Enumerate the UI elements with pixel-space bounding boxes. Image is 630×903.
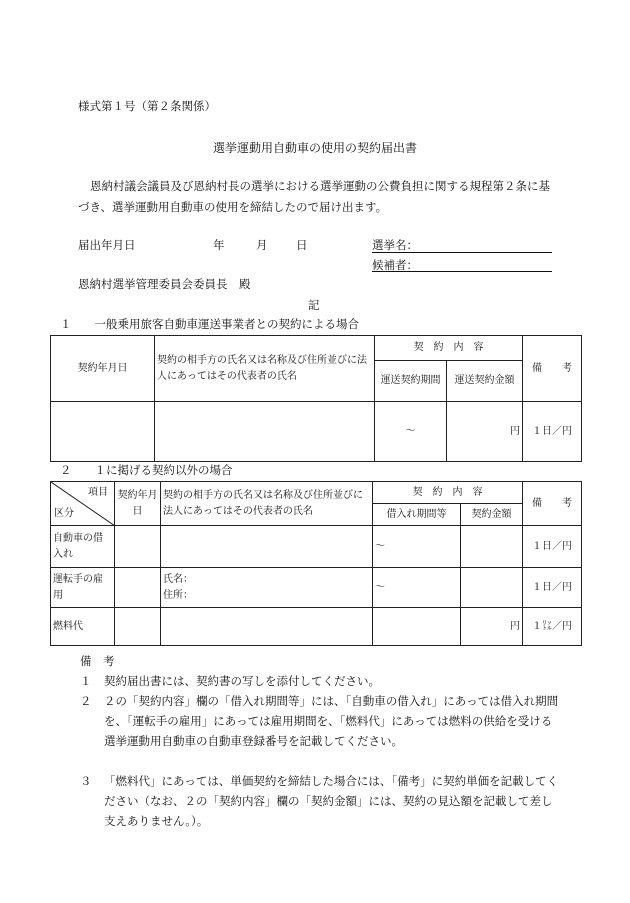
s2-row1-tilde: ～: [375, 540, 385, 552]
s2-row2-remarks[interactable]: [523, 568, 582, 608]
s2-row3-per-liter: １㍑／円: [532, 620, 572, 632]
s2-row1-category: 自動車の借入れ: [51, 526, 115, 568]
s2-header-item: 項目: [88, 487, 108, 498]
s1-period-tilde: ～: [405, 425, 416, 437]
year-label: 年: [213, 238, 225, 252]
intro-paragraph: 恩納村議会議員及び恩納村長の選挙における選挙運動の公費負担に関する規程第２条に基づき、選挙運動用自動車の使用を締結したので届け出ます。: [78, 179, 550, 214]
ki-marker: 記: [308, 298, 320, 312]
s1-header-contract-date: 契約年月日: [51, 336, 155, 402]
election-name-label: 選挙名：: [372, 238, 418, 252]
s1-header-contract-content: 契 約 内 容: [375, 336, 523, 361]
s1-cell-period[interactable]: [375, 402, 447, 462]
s1-header-amount: 運送契約金額: [447, 361, 523, 402]
s2-header-diagonal-cell: [51, 482, 115, 526]
section1-table: [50, 335, 582, 462]
form-label: 様式第１号（第２条関係）: [78, 99, 216, 113]
note-3: [80, 771, 560, 831]
s2-row2-period[interactable]: [373, 568, 461, 608]
s1-amount-yen: 円: [510, 425, 520, 437]
s2-row3-period[interactable]: [373, 608, 461, 646]
document-title: 選挙運動用自動車の使用の契約届出書: [212, 141, 417, 155]
s2-row1-amount[interactable]: [461, 526, 523, 568]
candidate-label: 候補者：: [372, 258, 418, 272]
date-label: 届出年月日: [78, 238, 136, 252]
s2-row2-category: 運転手の雇用: [51, 568, 115, 608]
s2-header-period: 借入れ期間等: [373, 504, 461, 526]
s2-row1-period[interactable]: [373, 526, 461, 568]
note-1: [80, 671, 560, 691]
candidate-line[interactable]: [372, 271, 552, 272]
s2-row3-party[interactable]: [161, 608, 373, 646]
s2-header-contract-content: 契 約 内 容: [373, 482, 523, 504]
s2-row1-contract-date[interactable]: [115, 526, 161, 568]
day-label: 日: [296, 238, 308, 252]
s2-row2-contract-date[interactable]: [115, 568, 161, 608]
s1-cell-contract-date[interactable]: [51, 402, 155, 462]
section2-heading: ２ １に掲げる契約以外の場合: [60, 463, 233, 477]
section2-table: [50, 481, 582, 646]
month-label: 月: [256, 238, 268, 252]
s2-row2-name-label: 氏名：: [163, 573, 193, 585]
s2-row3-yen: 円: [510, 620, 520, 632]
s1-remarks-per-day: １日／円: [532, 425, 572, 437]
s2-row3-remarks[interactable]: [523, 608, 582, 646]
s1-header-party: 契約の相手方の氏名又は名称及び住所並びに法人にあってはその代表者の氏名: [155, 336, 375, 402]
note-3-text: 「燃料代」にあっては、単価契約を締結した場合には、「備考」に契約単価を記載してください（なお、２の「契約内容」欄の「契約金額」には、契約の見込額を記載して差し支えありません。）。: [104, 774, 559, 828]
s1-cell-remarks[interactable]: [523, 402, 582, 462]
s2-row3-contract-date[interactable]: [115, 608, 161, 646]
note-2-number: ２: [80, 694, 92, 708]
note-2: [80, 691, 560, 771]
s2-header-contract-date: 契約年月日: [115, 482, 161, 526]
s2-row3-amount[interactable]: [461, 608, 523, 646]
note-3-number: ３: [80, 774, 92, 788]
notes-heading: 備 考: [80, 654, 115, 668]
s2-row2-address-label: 住所：: [163, 589, 193, 601]
s2-row2-tilde: ～: [375, 581, 385, 593]
s2-header-party: 契約の相手方の氏名又は名称及び住所並びに法人にあってはその代表者の氏名: [161, 482, 373, 526]
s2-row3-category: 燃料代: [51, 608, 115, 646]
s2-row1-party[interactable]: [161, 526, 373, 568]
addressee: 恩納村選挙管理委員会委員長 殿: [78, 277, 251, 291]
s1-cell-party[interactable]: [155, 402, 375, 462]
election-name-line[interactable]: [372, 252, 552, 253]
note-1-text: 契約届出書には、契約書の写しを添付してください。: [104, 674, 380, 688]
note-2-text: ２の「契約内容」欄の「借入れ期間等」には、「自動車の借入れ」にあっては借入れ期間を、「運転手の雇用」にあっては雇用期間を、「燃料代」にあっては燃料の供給を受ける選挙運動用自動車の自動車登録番号を記載してください。: [104, 694, 559, 748]
s2-row1-per-day: １日／円: [532, 540, 572, 552]
s2-row1-remarks[interactable]: [523, 526, 582, 568]
s2-header-category: 区分: [54, 508, 74, 519]
s1-header-period: 運送契約期間: [375, 361, 447, 402]
note-1-number: １: [80, 674, 92, 688]
s1-header-remarks: 備 考: [523, 336, 582, 402]
s2-header-amount: 契約金額: [461, 504, 523, 526]
section1-heading: １ 一般乗用旅客自動車運送事業者との契約による場合: [60, 317, 359, 331]
s2-header-remarks: 備 考: [523, 482, 582, 526]
s2-row2-party[interactable]: [161, 568, 373, 608]
s2-row2-amount[interactable]: [461, 568, 523, 608]
s1-cell-amount[interactable]: [447, 402, 523, 462]
s2-row2-per-day: １日／円: [532, 581, 572, 593]
